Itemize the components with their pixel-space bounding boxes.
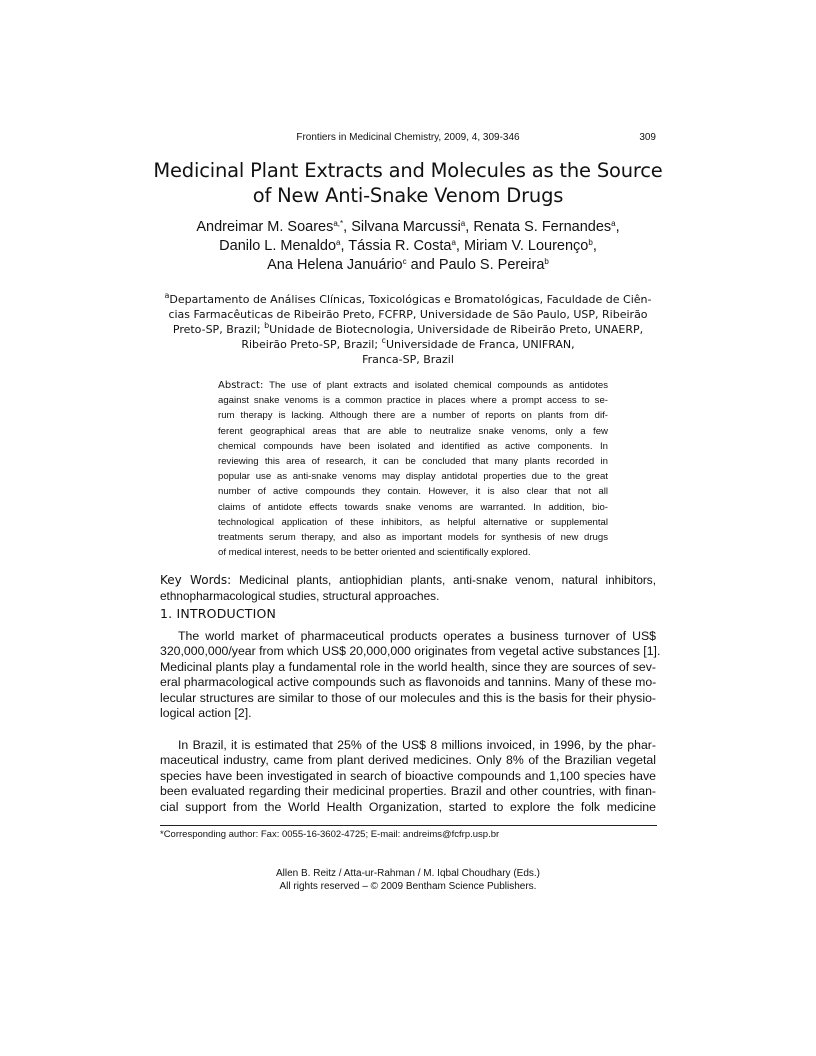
keywords-line (160, 573, 656, 589)
author-affiliation-mark: a (451, 238, 456, 247)
author-affiliation-mark: a (336, 238, 341, 247)
affiliation-line (160, 337, 656, 352)
affiliation-text: Ribeirão Preto-SP, Brazil; (241, 338, 382, 351)
abstract-line: against snake venoms is a common practice in places where a prompt access to se- (218, 395, 608, 407)
author-affiliation-mark: a,* (333, 219, 344, 228)
affiliation-line: Franca-SP, Brazil (362, 353, 454, 366)
abstract-line (218, 378, 608, 393)
abstract-line: rum therapy is lacking. Although there are a number of reports on plants from dif- (218, 410, 608, 422)
abstract-line: reviewing this area of research, it can be concluded that many plants recorded in (218, 456, 608, 468)
abstract-text: The use of plant extracts and isolated chemical compounds as antidotes (263, 380, 608, 391)
copyright-line: All rights reserved – © 2009 Bentham Science Publishers. (279, 881, 537, 892)
paragraph (160, 738, 656, 815)
author-separator: , (340, 238, 349, 254)
affiliation-line: cias Farmacêuticas de Ribeirão Preto, FCFRP, Universidade de São Paulo, USP, Ribeirão (168, 308, 648, 321)
paragraph-line: maceutical industry, came from plant derived medicines. Only 8% of the Brazilian vegetal (160, 753, 656, 768)
paragraph-line: cial support from the World Health Organization, started to explore the folk medicine (160, 799, 656, 814)
author-affiliation-mark: a (611, 219, 616, 228)
author-name: Ana Helena Januário (267, 257, 403, 273)
author-list (150, 218, 666, 275)
journal-citation: Frontiers in Medicinal Chemistry, 2009, 4, 309-346 (296, 132, 520, 143)
author-name: Danilo L. Menaldo (219, 238, 337, 254)
paragraph-line: The world market of pharmaceutical products operates a business turnover of US$ (178, 629, 656, 643)
abstract-line: of medical interest, needs to be better oriented and scientifically explored. (218, 547, 531, 559)
abstract-line: chemical compounds have been isolated and identified as active components. In (218, 440, 608, 452)
author-name: Tássia R. Costa (348, 238, 452, 254)
author-line-2 (150, 237, 666, 256)
author-conjunction: and (406, 257, 439, 273)
footnote-divider (160, 825, 657, 826)
corresponding-author-footnote: *Corresponding author: Fax: 0055-16-3602-4725; E-mail: andreims@fcfrp.usp.br (160, 829, 500, 840)
paragraph-line: 320,000,000/year from which US$ 20,000,000 originates from vegetal active substances [1]. (160, 644, 661, 659)
abstract-line: ferent geographical areas that are able to neutralize snake venoms, only a few (218, 425, 608, 437)
author-name: Paulo S. Pereira (438, 257, 545, 273)
editors-line: Allen B. Reitz / Atta-ur-Rahman / M. Iqbal Choudhary (Eds.) (276, 868, 540, 879)
affiliation-text: Unidade de Biotecnologia, Universidade de Ribeirão Preto, UNAERP, (269, 323, 644, 336)
author-name: Miriam V. Lourenço (463, 238, 589, 254)
paper-title (150, 158, 666, 208)
paragraph (160, 629, 661, 721)
abstract (218, 378, 608, 560)
paragraph-line: Medicinal plants play a fundamental role in the world health, since they are sources of sev- (160, 659, 656, 674)
title-line-1: Medicinal Plant Extracts and Molecules as the Source (153, 159, 663, 182)
keywords-label: Key Words: (160, 573, 232, 587)
abstract-line: treatments serum therapy, and also as important models for synthesis of new drugs (218, 532, 608, 544)
publisher-footer (160, 867, 656, 893)
author-name: Andreimar M. Soares (196, 219, 334, 235)
affiliation-line (160, 322, 656, 337)
author-line-1 (150, 218, 666, 237)
running-header (160, 132, 656, 146)
abstract-line: claims of antidote effects towards snake venoms are warranted. In addition, bio- (218, 501, 608, 513)
affiliation-mark: c (381, 336, 386, 345)
paragraph-line: In Brazil, it is estimated that 25% of the US$ 8 millions invoiced, in 1996, by the phar- (178, 738, 656, 752)
keywords (160, 573, 656, 604)
abstract-label: Abstract: (218, 380, 264, 391)
author-separator: , (465, 219, 474, 235)
affiliation-mark: a (164, 291, 170, 300)
affiliation-text: Departamento de Análises Clínicas, Toxicológicas e Bromatológicas, Faculdade de Ciên- (169, 293, 652, 306)
paragraph-line: been evaluated regarding their medicinal properties. Brazil and other countries, with finan- (160, 784, 656, 799)
keywords-line: ethnopharmacological studies, structural approaches. (160, 588, 440, 603)
abstract-line: technological application of these inhibitors, as helpful alternative or supplemental (218, 516, 608, 528)
author-separator: , (343, 219, 352, 235)
paragraph-line: lecular structures are similar to those of our molecules and this is the basis for their physio- (160, 690, 656, 705)
affiliation-mark: b (264, 321, 270, 330)
affiliation-line (160, 292, 656, 307)
author-affiliation-mark: b (588, 238, 593, 247)
author-affiliation-mark: c (402, 257, 407, 266)
page-number: 309 (639, 132, 656, 143)
affiliation-text: Preto-SP, Brazil; (172, 323, 265, 336)
section-heading: 1. INTRODUCTION (160, 606, 277, 621)
paragraph-line: eral pharmacological active compounds such as flavonoids and tannins. Many of these mo- (160, 675, 657, 690)
paragraph-line: logical action [2]. (160, 706, 252, 721)
title-line-2: of New Anti-Snake Venom Drugs (252, 184, 564, 207)
author-separator: , (592, 238, 597, 254)
author-name: Renata S. Fernandes (473, 219, 612, 235)
author-line-3 (150, 256, 666, 275)
author-name: Silvana Marcussi (351, 219, 461, 235)
affiliations (160, 292, 656, 367)
abstract-line: popular use as anti-snake venoms may display antidotal properties due to the great (218, 471, 608, 483)
paragraph-line: species have been investigated in search of bioactive compounds and 1,100 species have (160, 768, 656, 783)
author-separator: , (615, 219, 620, 235)
author-affiliation-mark: b (544, 257, 549, 266)
author-separator: , (455, 238, 464, 254)
keywords-text: Medicinal plants, antiophidian plants, anti-snake venom, natural inhibitors, (231, 573, 656, 587)
abstract-line: number of active compounds they contain. However, it is also clear that not all (218, 486, 608, 498)
author-affiliation-mark: a (460, 219, 466, 228)
affiliation-text: Universidade de Franca, UNIFRAN, (385, 338, 575, 351)
